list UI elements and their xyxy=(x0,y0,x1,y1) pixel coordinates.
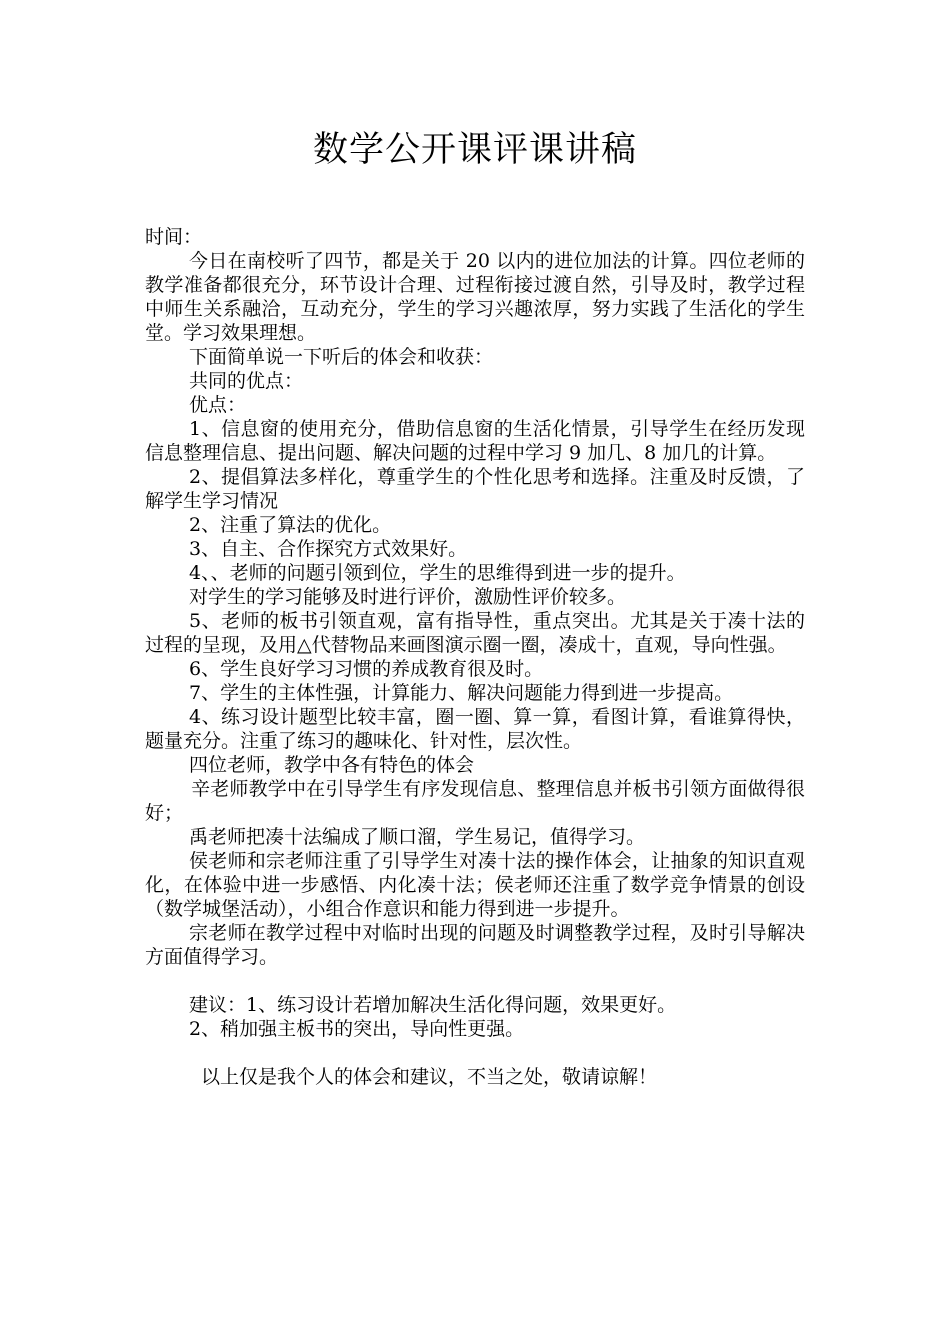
paragraph: 7、学生的主体性强，计算能力、解决问题能力得到进一步提高。 xyxy=(189,682,734,704)
closing-remark: 以上仅是我个人的体会和建议，不当之处，敬请谅解！ xyxy=(201,1066,658,1088)
suggestion-2: 2、稍加强主板书的突出，导向性更强。 xyxy=(189,1018,525,1040)
spacer xyxy=(145,969,805,993)
paragraph: 2、注重了算法的优化。 xyxy=(189,514,392,536)
paragraph: 对学生的学习能够及时进行评价，激励性评价较多。 xyxy=(189,586,627,608)
paragraph: 禹老师把凑十法编成了顺口溜，学生易记，值得学习。 xyxy=(189,826,646,848)
document-body xyxy=(145,225,805,1089)
paragraph: 6、学生良好学习习惯的养成教育很及时。 xyxy=(189,658,544,680)
paragraph: 宗老师在教学过程中对临时出现的问题及时调整教学过程，及时引导解决方面值得学习。 xyxy=(145,922,805,968)
paragraph: 2、提倡算法多样化，尊重学生的个性化思考和选择。注重及时反馈，了解学生学习情况 xyxy=(145,466,805,512)
paragraph: 3、自主、合作探究方式效果好。 xyxy=(189,538,468,560)
paragraph: 共同的优点： xyxy=(189,370,304,392)
paragraph: 5、老师的板书引领直观，富有指导性，重点突出。尤其是关于凑十法的过程的呈现，及用△代替物品来画图演示圈一圈，凑成十，直观，导向性强。 xyxy=(145,610,805,656)
paragraph: 四位老师，教学中各有特色的体会 xyxy=(189,754,475,776)
paragraph: 下面简单说一下听后的体会和收获： xyxy=(189,346,494,368)
paragraph: 侯老师和宗老师注重了引导学生对凑十法的操作体会，让抽象的知识直观化，在体验中进一步感悟、内化凑十法；侯老师还注重了数学竞争情景的创设（数学城堡活动），小组合作意识和能力得到进一步提升。 xyxy=(145,850,805,920)
paragraph: 4、练习设计题型比较丰富，圈一圈、算一算，看图计算，看谁算得快，题量充分。注重了练习的趣味化、针对性，层次性。 xyxy=(145,706,805,752)
paragraph: 优点： xyxy=(189,394,247,416)
paragraph-intro: 今日在南校听了四节，都是关于 20 以内的进位加法的计算。四位老师的教学准备都很充分，环节设计合理、过程衔接过渡自然，引导及时，教学过程中师生关系融洽，互动充分，学生的学习兴趣浓厚，努力实践了生活化的学生堂。学习效果理想。 xyxy=(145,250,805,344)
time-label: 时间： xyxy=(145,226,203,248)
paragraph: 1、信息窗的使用充分，借助信息窗的生活化情景，引导学生在经历发现信息整理信息、提出问题、解决问题的过程中学习 9 加几、8 加几的计算。 xyxy=(145,418,805,464)
suggestion-1: 建议：1、练习设计若增加解决生活化得问题，效果更好。 xyxy=(189,994,677,1016)
document-title: 数学公开课评课讲稿 xyxy=(312,130,637,170)
paragraph: 辛老师教学中在引导学生有序发现信息、整理信息并板书引领方面做得很好； xyxy=(145,778,805,824)
paragraph: 4、、老师的问题引领到位，学生的思维得到进一步的提升。 xyxy=(189,562,686,584)
spacer xyxy=(145,1041,805,1065)
